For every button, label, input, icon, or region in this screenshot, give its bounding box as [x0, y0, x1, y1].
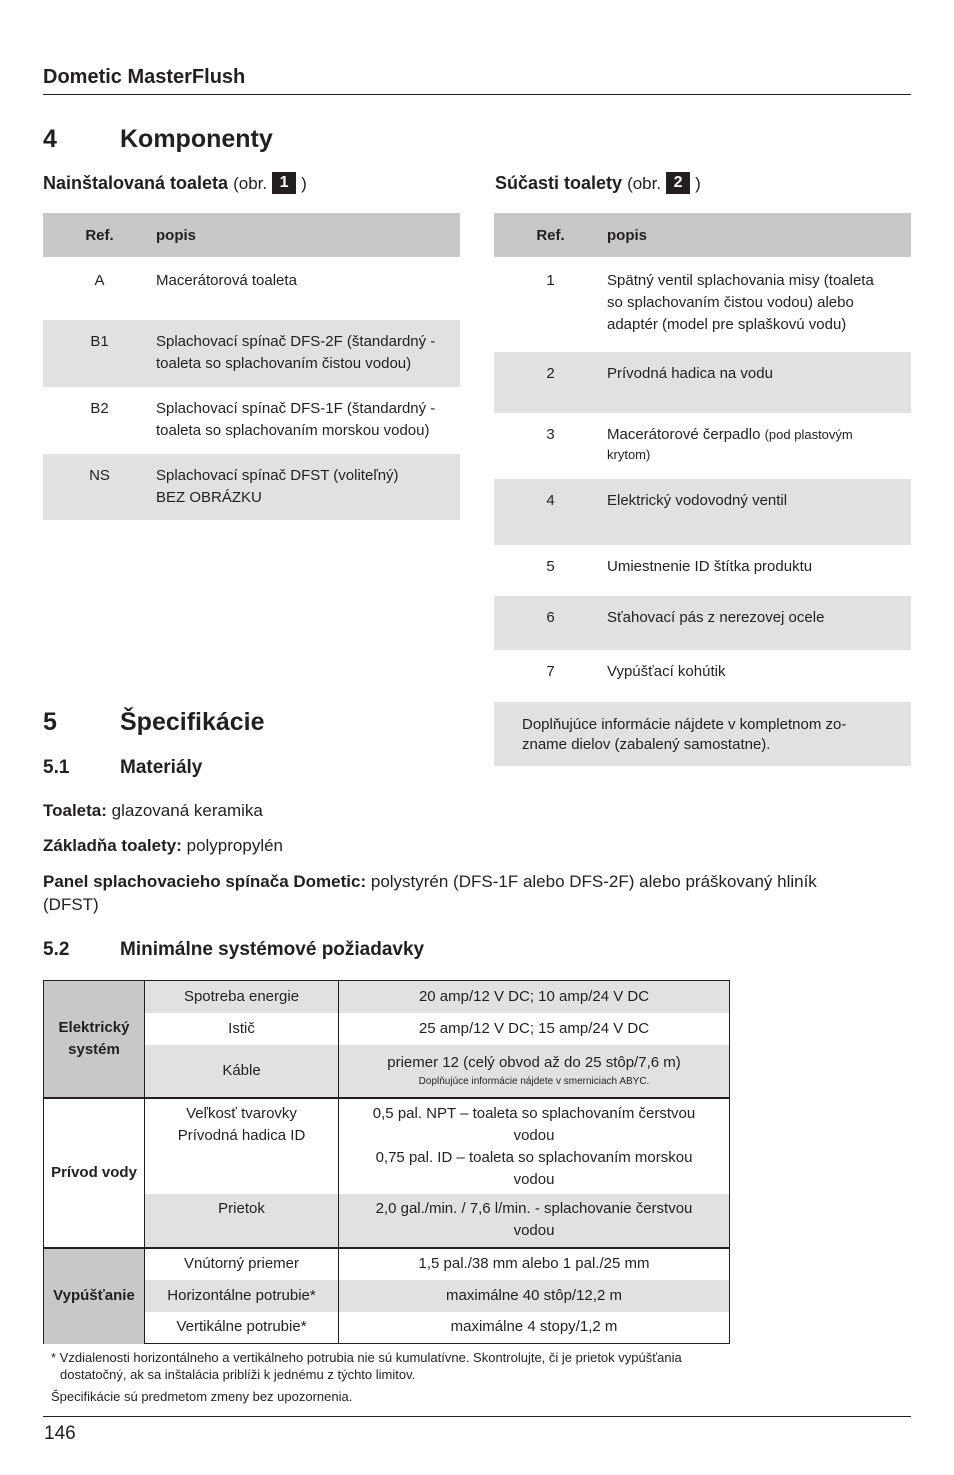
table-row [43, 387, 460, 454]
desc-line: toaleta so splachovaním morskou vodou) [156, 422, 430, 439]
ref-cell: 6 [494, 596, 607, 650]
section-4-heading [43, 125, 443, 157]
desc-cell [156, 257, 460, 320]
material-value: polypropylén [186, 836, 284, 855]
value-cell: 25 amp/12 V DC; 15 amp/24 V DC [339, 1013, 730, 1045]
section-5-1-title: Materiály [120, 757, 203, 778]
item-line: Prívodná hadica ID [177, 1126, 306, 1144]
item-cell: Vnútorný priemer [145, 1248, 339, 1280]
col-desc-header: popis [607, 213, 911, 257]
footnote-line: dostatočný, ak sa inštalácia priblíži k jednému z týchto limitov. [60, 1367, 416, 1382]
desc-line: Splachovací spínač DFS-1F (štandardný - [156, 400, 436, 417]
desc-text: Macerátorové čerpadlo [607, 426, 761, 443]
spec-disclaimer: Špecifikácie sú predmetom zmeny bez upozornenia. [51, 1389, 353, 1404]
figure-2-badge: 2 [666, 172, 690, 194]
item-cell: Káble [145, 1045, 339, 1098]
desc-line: adaptér (model pre splaškovú vodu) [607, 316, 847, 333]
table-row [43, 320, 460, 387]
desc-cell [607, 596, 911, 650]
table-row [44, 1194, 730, 1248]
desc-cell [156, 387, 460, 454]
desc-line: Umiestnenie ID štítka produktu [607, 558, 813, 575]
figure-1-badge: 1 [272, 172, 296, 194]
desc-cell [607, 479, 911, 545]
value-line: vodou [513, 1126, 555, 1144]
table-row [494, 413, 911, 479]
group-label: systém [68, 1040, 120, 1058]
table-row [494, 596, 911, 650]
footnote [51, 1349, 682, 1383]
item-line: Veľkosť tvarovky [186, 1104, 297, 1122]
desc-line: Splachovací spínač DFS-2F (štandardný - [156, 333, 436, 350]
ref-cell: 2 [494, 352, 607, 413]
page-number: 146 [44, 1423, 76, 1444]
item-cell: Istič [145, 1013, 339, 1045]
desc-line: BEZ OBRÁZKU [156, 489, 262, 506]
value-line: 2,0 gal./min. / 7,6 l/min. - splachovanie čerstvou [375, 1199, 693, 1217]
desc-line: so splachovaním čistou vodou) alebo [607, 294, 854, 311]
ref-cell: 4 [494, 479, 607, 545]
value-cell [339, 1194, 730, 1248]
section-5-2-heading [43, 939, 543, 965]
value-line: 0,5 pal. NPT – toaleta so splachovaním čerstvou [372, 1104, 696, 1122]
item-cell [145, 1098, 339, 1194]
desc-line: Spätný ventil splachovania misy (toaleta [607, 272, 874, 289]
table-row [44, 1045, 730, 1098]
table-row [44, 1280, 730, 1312]
material-value: polystyrén (DFS-1F alebo DFS-2F) alebo práškovaný hliník [370, 872, 817, 891]
ref-cell: B1 [43, 320, 156, 387]
section-5-2-title: Minimálne systémové požiadavky [120, 939, 425, 960]
ref-cell: B2 [90, 400, 109, 417]
section-5-heading [43, 708, 443, 740]
value-line: vodou [513, 1170, 555, 1188]
table-row [494, 352, 911, 413]
desc-cell [607, 413, 911, 479]
value-cell: maximálne 4 stopy/1,2 m [339, 1312, 730, 1344]
installed-fig-suffix: ) [301, 174, 307, 193]
parts-fig-suffix: ) [695, 174, 701, 193]
desc-cell [156, 454, 460, 520]
ref-cell: A [94, 272, 105, 289]
material-value: glazovaná keramika [111, 801, 263, 820]
group-label: Elektrický [58, 1018, 130, 1036]
table-row [43, 454, 460, 520]
parts-fig-prefix: (obr. [627, 174, 662, 193]
desc-cell [156, 320, 460, 387]
group-discharge: Vypúšťanie [44, 1248, 145, 1344]
desc-line: Prívodná hadica na vodu [607, 365, 773, 382]
item-cell: Prietok [145, 1194, 339, 1248]
table-row [44, 1098, 730, 1194]
material-label: Panel splachovacieho spínača Dometic: [43, 872, 367, 891]
section-5-2-number: 5.2 [43, 939, 70, 960]
value-cell [339, 1098, 730, 1194]
parts-note-box [494, 702, 911, 766]
installed-fig-prefix: (obr. [233, 174, 268, 193]
section-5-1-heading [43, 757, 443, 783]
desc-line: Vypúšťací kohútik [607, 663, 726, 680]
value-line: vodou [513, 1221, 555, 1239]
col-ref-header: Ref. [494, 213, 607, 257]
material-label: Základňa toalety: [43, 836, 182, 855]
installed-toilet-title: Nainštalovaná toaleta [43, 173, 229, 193]
table-row [44, 1013, 730, 1045]
material-label: Toaleta: [43, 801, 107, 820]
ref-cell: 3 [546, 426, 555, 443]
table-row [44, 1312, 730, 1344]
desc-cell [607, 545, 911, 596]
material-toilet [43, 799, 903, 822]
desc-line [607, 424, 911, 446]
desc-line: Splachovací spínač DFST (voliteľný) [156, 467, 399, 484]
header-rule [43, 94, 911, 95]
group-electric [44, 981, 145, 1098]
table-row [44, 981, 730, 1013]
note-line: Doplňujúce informácie nájdete v kompletnom zo- [522, 716, 847, 733]
toilet-parts-title: Súčasti toalety [495, 173, 623, 193]
section-5-title: Špecifikácie [120, 708, 265, 736]
desc-line: toaleta so splachovaním čistou vodou) [156, 355, 412, 372]
value-note: Doplňujúce informácie nájdete v smerniciach ABYC. [418, 1075, 650, 1087]
section-5-number: 5 [43, 708, 57, 736]
toilet-parts-heading [495, 172, 701, 194]
group-water: Prívod vody [44, 1098, 145, 1248]
value-line: priemer 12 (celý obvod až do 25 stôp/7,6 m) [387, 1053, 681, 1071]
ref-cell: 7 [546, 663, 555, 680]
table-row [494, 479, 911, 545]
section-5-1-number: 5.1 [43, 757, 70, 778]
value-line: 0,75 pal. ID – toaleta so splachovaním morskou [375, 1148, 693, 1166]
col-ref-header: Ref. [43, 213, 156, 257]
table-row [43, 257, 460, 320]
value-cell [339, 1045, 730, 1098]
table-header-row [494, 213, 911, 257]
value-cell: 1,5 pal./38 mm alebo 1 pal./25 mm [339, 1248, 730, 1280]
material-panel [43, 870, 903, 916]
section-4-title: Komponenty [120, 125, 273, 153]
footer-rule [43, 1416, 911, 1417]
item-cell: Vertikálne potrubie* [145, 1312, 339, 1344]
item-cell: Horizontálne potrubie* [145, 1280, 339, 1312]
table-row [44, 1248, 730, 1280]
desc-note: (pod plastovým [764, 427, 853, 442]
value-cell: maximálne 40 stôp/12,2 m [339, 1280, 730, 1312]
ref-cell: 1 [546, 272, 555, 289]
desc-cell [607, 257, 911, 352]
col-desc-header: popis [156, 213, 460, 257]
desc-note: krytom) [607, 447, 651, 462]
material-value-cont: (DFST) [43, 895, 99, 914]
material-base [43, 834, 903, 857]
desc-line: Macerátorová toaleta [156, 272, 297, 289]
toilet-parts-table [494, 213, 911, 704]
item-cell: Spotreba energie [145, 981, 339, 1013]
table-row [494, 545, 911, 596]
section-4-number: 4 [43, 125, 57, 153]
table-row [494, 650, 911, 704]
value-cell: 20 amp/12 V DC; 10 amp/24 V DC [339, 981, 730, 1013]
ref-cell: NS [43, 454, 156, 520]
installed-toilet-heading [43, 172, 307, 194]
footnote-line: * Vzdialenosti horizontálneho a vertikálneho potrubia nie sú kumulatívne. Skontrolujte, či je prietok vypúšťania [51, 1350, 682, 1365]
desc-line: Sťahovací pás z nerezovej ocele [607, 609, 825, 626]
desc-cell [607, 352, 911, 413]
installed-toilet-table [43, 213, 460, 520]
document-header-title: Dometic MasterFlush [43, 66, 246, 88]
table-row [494, 257, 911, 352]
table-header-row [43, 213, 460, 257]
desc-cell [607, 650, 911, 704]
system-requirements-table [43, 980, 730, 1344]
desc-line: Elektrický vodovodný ventil [607, 492, 788, 509]
ref-cell: 5 [546, 558, 555, 575]
note-line: zname dielov (zabalený samostatne). [522, 736, 771, 753]
